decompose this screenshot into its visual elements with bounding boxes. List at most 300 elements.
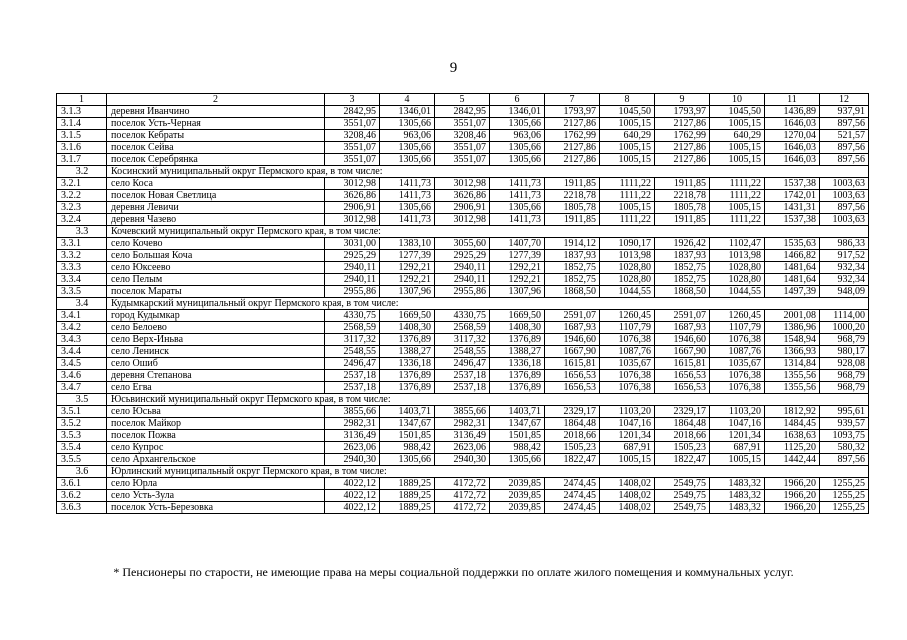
value-cell: 968,79 (820, 334, 869, 346)
value-cell: 1277,39 (490, 250, 545, 262)
value-cell: 1383,10 (380, 238, 435, 250)
row-code: 3.4.2 (57, 322, 107, 334)
settlement-name: село Ленинск (107, 346, 325, 358)
value-cell: 1687,93 (655, 322, 710, 334)
value-cell: 2127,86 (545, 142, 600, 154)
value-cell: 1111,22 (710, 190, 765, 202)
value-cell: 1667,90 (545, 346, 600, 358)
value-cell: 2127,86 (655, 142, 710, 154)
value-cell: 3055,60 (435, 238, 490, 250)
value-cell: 1805,78 (545, 202, 600, 214)
value-cell: 3117,32 (325, 334, 380, 346)
value-cell: 1501,85 (380, 430, 435, 442)
table-row (57, 322, 869, 334)
value-cell: 2018,66 (545, 430, 600, 442)
settlement-name: село Юксеево (107, 262, 325, 274)
value-cell: 2955,86 (325, 286, 380, 298)
value-cell: 1548,94 (765, 334, 820, 346)
value-cell: 1535,63 (765, 238, 820, 250)
value-cell: 3551,07 (435, 142, 490, 154)
value-cell: 1305,66 (380, 154, 435, 166)
value-cell: 2568,59 (325, 322, 380, 334)
value-cell: 1005,15 (600, 142, 655, 154)
row-code: 3.4.5 (57, 358, 107, 370)
row-code: 3.3.4 (57, 274, 107, 286)
settlement-name: поселок Майкор (107, 418, 325, 430)
table-row (57, 202, 869, 214)
settlement-name: поселок Сейва (107, 142, 325, 154)
value-cell: 1669,50 (490, 310, 545, 322)
value-cell: 1646,03 (765, 118, 820, 130)
value-cell: 2549,75 (655, 478, 710, 490)
section-code: 3.2 (57, 166, 107, 178)
value-cell: 1911,85 (545, 178, 600, 190)
value-cell: 2474,45 (545, 478, 600, 490)
value-cell: 1431,31 (765, 202, 820, 214)
value-cell: 1111,22 (600, 190, 655, 202)
value-cell: 1305,66 (490, 202, 545, 214)
value-cell: 1336,18 (490, 358, 545, 370)
row-code: 3.3.3 (57, 262, 107, 274)
value-cell: 1403,71 (490, 406, 545, 418)
settlement-name: село Большая Коча (107, 250, 325, 262)
value-cell: 2001,08 (765, 310, 820, 322)
value-cell: 1305,66 (380, 142, 435, 154)
value-cell: 1305,66 (490, 118, 545, 130)
value-cell: 1411,73 (380, 214, 435, 226)
value-cell: 687,91 (600, 442, 655, 454)
header-cell: 6 (490, 94, 545, 106)
value-cell: 1762,99 (655, 130, 710, 142)
value-cell: 1436,89 (765, 106, 820, 118)
value-cell: 4022,12 (325, 490, 380, 502)
value-cell: 1305,66 (380, 202, 435, 214)
value-cell: 2537,18 (435, 370, 490, 382)
row-code: 3.6.2 (57, 490, 107, 502)
value-cell: 3626,86 (325, 190, 380, 202)
value-cell: 897,56 (820, 202, 869, 214)
value-cell: 1407,70 (490, 238, 545, 250)
value-cell: 939,57 (820, 418, 869, 430)
value-cell: 1946,60 (545, 334, 600, 346)
settlement-name: село Коса (107, 178, 325, 190)
header-cell: 5 (435, 94, 490, 106)
value-cell: 1044,55 (710, 286, 765, 298)
value-cell: 1013,98 (710, 250, 765, 262)
settlement-name: село Архангельское (107, 454, 325, 466)
value-cell: 1966,20 (765, 490, 820, 502)
section-code: 3.4 (57, 298, 107, 310)
value-cell: 2940,30 (435, 454, 490, 466)
header-cell: 12 (820, 94, 869, 106)
value-cell: 1028,80 (710, 262, 765, 274)
value-cell: 1646,03 (765, 142, 820, 154)
value-cell: 1201,34 (600, 430, 655, 442)
value-cell: 988,42 (380, 442, 435, 454)
value-cell: 1305,66 (380, 118, 435, 130)
value-cell: 1638,63 (765, 430, 820, 442)
value-cell: 2474,45 (545, 502, 600, 514)
value-cell: 3208,46 (435, 130, 490, 142)
value-cell: 1076,38 (710, 382, 765, 394)
value-cell: 968,79 (820, 382, 869, 394)
row-code: 3.3.5 (57, 286, 107, 298)
section-code: 3.6 (57, 466, 107, 478)
table-row (57, 454, 869, 466)
value-cell: 2623,06 (325, 442, 380, 454)
value-cell: 1864,48 (545, 418, 600, 430)
value-cell: 1111,22 (600, 214, 655, 226)
value-cell: 1822,47 (545, 454, 600, 466)
value-cell: 1376,89 (380, 382, 435, 394)
settlement-name: село Юсьва (107, 406, 325, 418)
value-cell: 1076,38 (710, 370, 765, 382)
value-cell: 1505,23 (655, 442, 710, 454)
row-code: 3.5.2 (57, 418, 107, 430)
value-cell: 2127,86 (655, 154, 710, 166)
table-row (57, 334, 869, 346)
table-row (57, 358, 869, 370)
value-cell: 4172,72 (435, 490, 490, 502)
value-cell: 1125,20 (765, 442, 820, 454)
value-cell: 1852,75 (655, 262, 710, 274)
value-cell: 4172,72 (435, 478, 490, 490)
value-cell: 1376,89 (490, 382, 545, 394)
value-cell: 1669,50 (380, 310, 435, 322)
value-cell: 1076,38 (600, 382, 655, 394)
value-cell: 1028,80 (600, 262, 655, 274)
value-cell: 2591,07 (545, 310, 600, 322)
settlement-name: деревня Чазево (107, 214, 325, 226)
table-row (57, 274, 869, 286)
value-cell: 2549,75 (655, 490, 710, 502)
value-cell: 917,52 (820, 250, 869, 262)
table-row (57, 214, 869, 226)
value-cell: 1255,25 (820, 490, 869, 502)
value-cell: 1005,15 (710, 154, 765, 166)
header-cell: 3 (325, 94, 380, 106)
page-number: 9 (449, 60, 458, 76)
value-cell: 2940,11 (435, 262, 490, 274)
table-row (57, 310, 869, 322)
settlement-name: село Верх-Иньва (107, 334, 325, 346)
value-cell: 3551,07 (325, 142, 380, 154)
value-cell: 1408,02 (600, 478, 655, 490)
value-cell: 1347,67 (380, 418, 435, 430)
value-cell: 1868,50 (655, 286, 710, 298)
value-cell: 2218,78 (545, 190, 600, 202)
table-row (57, 346, 869, 358)
value-cell: 1005,15 (710, 118, 765, 130)
settlement-name: деревня Иванчино (107, 106, 325, 118)
value-cell: 2537,18 (435, 382, 490, 394)
table-row (57, 502, 869, 514)
value-cell: 1408,02 (600, 502, 655, 514)
value-cell: 2329,17 (545, 406, 600, 418)
row-code: 3.5.3 (57, 430, 107, 442)
value-cell: 1111,22 (710, 214, 765, 226)
table-row (57, 442, 869, 454)
header-cell: 2 (107, 94, 325, 106)
table-row (57, 430, 869, 442)
value-cell: 1837,93 (545, 250, 600, 262)
value-cell: 4022,12 (325, 502, 380, 514)
value-cell: 3551,07 (325, 118, 380, 130)
value-cell: 2842,95 (435, 106, 490, 118)
settlement-name: поселок Серебрянка (107, 154, 325, 166)
settlement-name: поселок Новая Светлица (107, 190, 325, 202)
value-cell: 963,06 (380, 130, 435, 142)
value-cell: 1537,38 (765, 178, 820, 190)
value-cell: 1047,16 (710, 418, 765, 430)
value-cell: 687,91 (710, 442, 765, 454)
value-cell: 1107,79 (600, 322, 655, 334)
value-cell: 3855,66 (435, 406, 490, 418)
value-cell: 2039,85 (490, 490, 545, 502)
section-title: Кочевский муниципальный округ Пермского края, в том числе: (107, 226, 869, 238)
settlement-name: село Юрла (107, 478, 325, 490)
table-row (57, 238, 869, 250)
row-code: 3.4.1 (57, 310, 107, 322)
row-code: 3.6.1 (57, 478, 107, 490)
value-cell: 1376,89 (380, 370, 435, 382)
value-cell: 1307,96 (380, 286, 435, 298)
row-code: 3.2.3 (57, 202, 107, 214)
value-cell: 1911,85 (545, 214, 600, 226)
value-cell: 1388,27 (490, 346, 545, 358)
table-row (57, 262, 869, 274)
value-cell: 1656,53 (655, 382, 710, 394)
value-cell: 932,34 (820, 262, 869, 274)
row-code: 3.4.4 (57, 346, 107, 358)
value-cell: 1045,50 (600, 106, 655, 118)
row-code: 3.3.2 (57, 250, 107, 262)
settlement-name: поселок Усть-Черная (107, 118, 325, 130)
value-cell: 948,09 (820, 286, 869, 298)
value-cell: 1966,20 (765, 502, 820, 514)
value-cell: 1946,60 (655, 334, 710, 346)
value-cell: 2496,47 (435, 358, 490, 370)
row-code: 3.1.6 (57, 142, 107, 154)
value-cell: 1483,32 (710, 478, 765, 490)
value-cell: 968,79 (820, 370, 869, 382)
header-cell: 1 (57, 94, 107, 106)
value-cell: 1537,38 (765, 214, 820, 226)
value-cell: 1656,53 (655, 370, 710, 382)
value-cell: 1292,21 (490, 262, 545, 274)
table-row (57, 118, 869, 130)
row-code: 3.4.6 (57, 370, 107, 382)
value-cell: 3855,66 (325, 406, 380, 418)
settlement-name: село Ошиб (107, 358, 325, 370)
value-cell: 2906,91 (435, 202, 490, 214)
value-cell: 1911,85 (655, 178, 710, 190)
value-cell: 1386,96 (765, 322, 820, 334)
value-cell: 2039,85 (490, 478, 545, 490)
value-cell: 3551,07 (435, 154, 490, 166)
value-cell: 2537,18 (325, 370, 380, 382)
value-cell: 2218,78 (655, 190, 710, 202)
value-cell: 2549,75 (655, 502, 710, 514)
value-cell: 2940,11 (435, 274, 490, 286)
row-code: 3.4.3 (57, 334, 107, 346)
value-cell: 1103,20 (600, 406, 655, 418)
value-cell: 2496,47 (325, 358, 380, 370)
header-cell: 11 (765, 94, 820, 106)
value-cell: 1047,16 (600, 418, 655, 430)
value-cell: 2940,30 (325, 454, 380, 466)
section-row (57, 166, 869, 178)
value-cell: 1347,67 (490, 418, 545, 430)
value-cell: 3012,98 (325, 214, 380, 226)
value-cell: 1366,93 (765, 346, 820, 358)
value-cell: 1111,22 (710, 178, 765, 190)
value-cell: 1305,66 (380, 454, 435, 466)
table-row (57, 190, 869, 202)
table-row (57, 106, 869, 118)
value-cell: 2018,66 (655, 430, 710, 442)
value-cell: 1260,45 (600, 310, 655, 322)
value-cell: 4330,75 (325, 310, 380, 322)
value-cell: 1255,25 (820, 502, 869, 514)
value-cell: 2925,29 (435, 250, 490, 262)
value-cell: 1292,21 (490, 274, 545, 286)
value-cell: 1442,44 (765, 454, 820, 466)
value-cell: 1411,73 (380, 178, 435, 190)
value-cell: 2039,85 (490, 502, 545, 514)
settlement-name: село Купрос (107, 442, 325, 454)
value-cell: 1090,17 (600, 238, 655, 250)
settlement-name: город Кудымкар (107, 310, 325, 322)
value-cell: 1003,63 (820, 178, 869, 190)
value-cell: 1376,89 (490, 370, 545, 382)
value-cell: 1687,93 (545, 322, 600, 334)
value-cell: 1812,92 (765, 406, 820, 418)
value-cell: 1107,79 (710, 322, 765, 334)
table-row (57, 490, 869, 502)
value-cell: 1103,20 (710, 406, 765, 418)
table-row (57, 478, 869, 490)
value-cell: 1484,45 (765, 418, 820, 430)
value-cell: 1408,30 (380, 322, 435, 334)
value-cell: 897,56 (820, 118, 869, 130)
value-cell: 1837,93 (655, 250, 710, 262)
value-cell: 1889,25 (380, 490, 435, 502)
value-cell: 932,34 (820, 274, 869, 286)
value-cell: 1805,78 (655, 202, 710, 214)
table-row (57, 370, 869, 382)
value-cell: 988,42 (490, 442, 545, 454)
value-cell: 897,56 (820, 142, 869, 154)
table-row (57, 286, 869, 298)
value-cell: 2623,06 (435, 442, 490, 454)
value-cell: 2329,17 (655, 406, 710, 418)
value-cell: 2474,45 (545, 490, 600, 502)
header-cell: 7 (545, 94, 600, 106)
table-row (57, 178, 869, 190)
value-cell: 1346,01 (490, 106, 545, 118)
value-cell: 1411,73 (490, 190, 545, 202)
value-cell: 2940,11 (325, 262, 380, 274)
row-code: 3.5.4 (57, 442, 107, 454)
settlement-name: поселок Мараты (107, 286, 325, 298)
value-cell: 2982,31 (435, 418, 490, 430)
value-cell: 1035,67 (710, 358, 765, 370)
row-code: 3.1.3 (57, 106, 107, 118)
table-row (57, 250, 869, 262)
value-cell: 640,29 (710, 130, 765, 142)
value-cell: 1822,47 (655, 454, 710, 466)
value-cell: 1005,15 (710, 202, 765, 214)
value-cell: 1889,25 (380, 478, 435, 490)
tariff-table (56, 93, 869, 514)
value-cell: 1305,66 (490, 142, 545, 154)
header-cell: 4 (380, 94, 435, 106)
value-cell: 1087,76 (600, 346, 655, 358)
value-cell: 1277,39 (380, 250, 435, 262)
value-cell: 1013,98 (600, 250, 655, 262)
row-code: 3.4.7 (57, 382, 107, 394)
value-cell: 980,17 (820, 346, 869, 358)
settlement-name: деревня Степанова (107, 370, 325, 382)
value-cell: 3208,46 (325, 130, 380, 142)
section-code: 3.3 (57, 226, 107, 238)
settlement-name: деревня Левичи (107, 202, 325, 214)
value-cell: 1005,15 (710, 454, 765, 466)
value-cell: 1376,89 (490, 334, 545, 346)
table-row (57, 406, 869, 418)
row-code: 3.1.7 (57, 154, 107, 166)
value-cell: 1466,82 (765, 250, 820, 262)
value-cell: 1408,02 (600, 490, 655, 502)
value-cell: 1260,45 (710, 310, 765, 322)
value-cell: 1615,81 (545, 358, 600, 370)
value-cell: 2127,86 (655, 118, 710, 130)
section-title: Юрлинский муниципальный округ Пермского края, в том числе: (107, 466, 869, 478)
value-cell: 1305,66 (490, 454, 545, 466)
value-cell: 1483,32 (710, 502, 765, 514)
settlement-name: поселок Кебраты (107, 130, 325, 142)
value-cell: 1102,47 (710, 238, 765, 250)
value-cell: 1868,50 (545, 286, 600, 298)
value-cell: 1388,27 (380, 346, 435, 358)
value-cell: 1742,01 (765, 190, 820, 202)
value-cell: 1793,97 (655, 106, 710, 118)
section-title: Юсьвинский муниципальный округ Пермского края, в том числе: (107, 394, 869, 406)
value-cell: 1483,32 (710, 490, 765, 502)
value-cell: 1045,50 (710, 106, 765, 118)
value-cell: 1762,99 (545, 130, 600, 142)
value-cell: 1411,73 (490, 178, 545, 190)
value-cell: 1270,04 (765, 130, 820, 142)
value-cell: 1852,75 (655, 274, 710, 286)
value-cell: 3012,98 (325, 178, 380, 190)
row-code: 3.3.1 (57, 238, 107, 250)
value-cell: 1646,03 (765, 154, 820, 166)
row-code: 3.2.4 (57, 214, 107, 226)
value-cell: 1005,15 (710, 142, 765, 154)
row-code: 3.1.5 (57, 130, 107, 142)
value-cell: 2906,91 (325, 202, 380, 214)
value-cell: 1911,85 (655, 214, 710, 226)
value-cell: 3626,86 (435, 190, 490, 202)
value-cell: 3031,00 (325, 238, 380, 250)
value-cell: 1292,21 (380, 262, 435, 274)
value-cell: 3012,98 (435, 214, 490, 226)
row-code: 3.6.3 (57, 502, 107, 514)
value-cell: 1076,38 (710, 334, 765, 346)
section-row (57, 298, 869, 310)
